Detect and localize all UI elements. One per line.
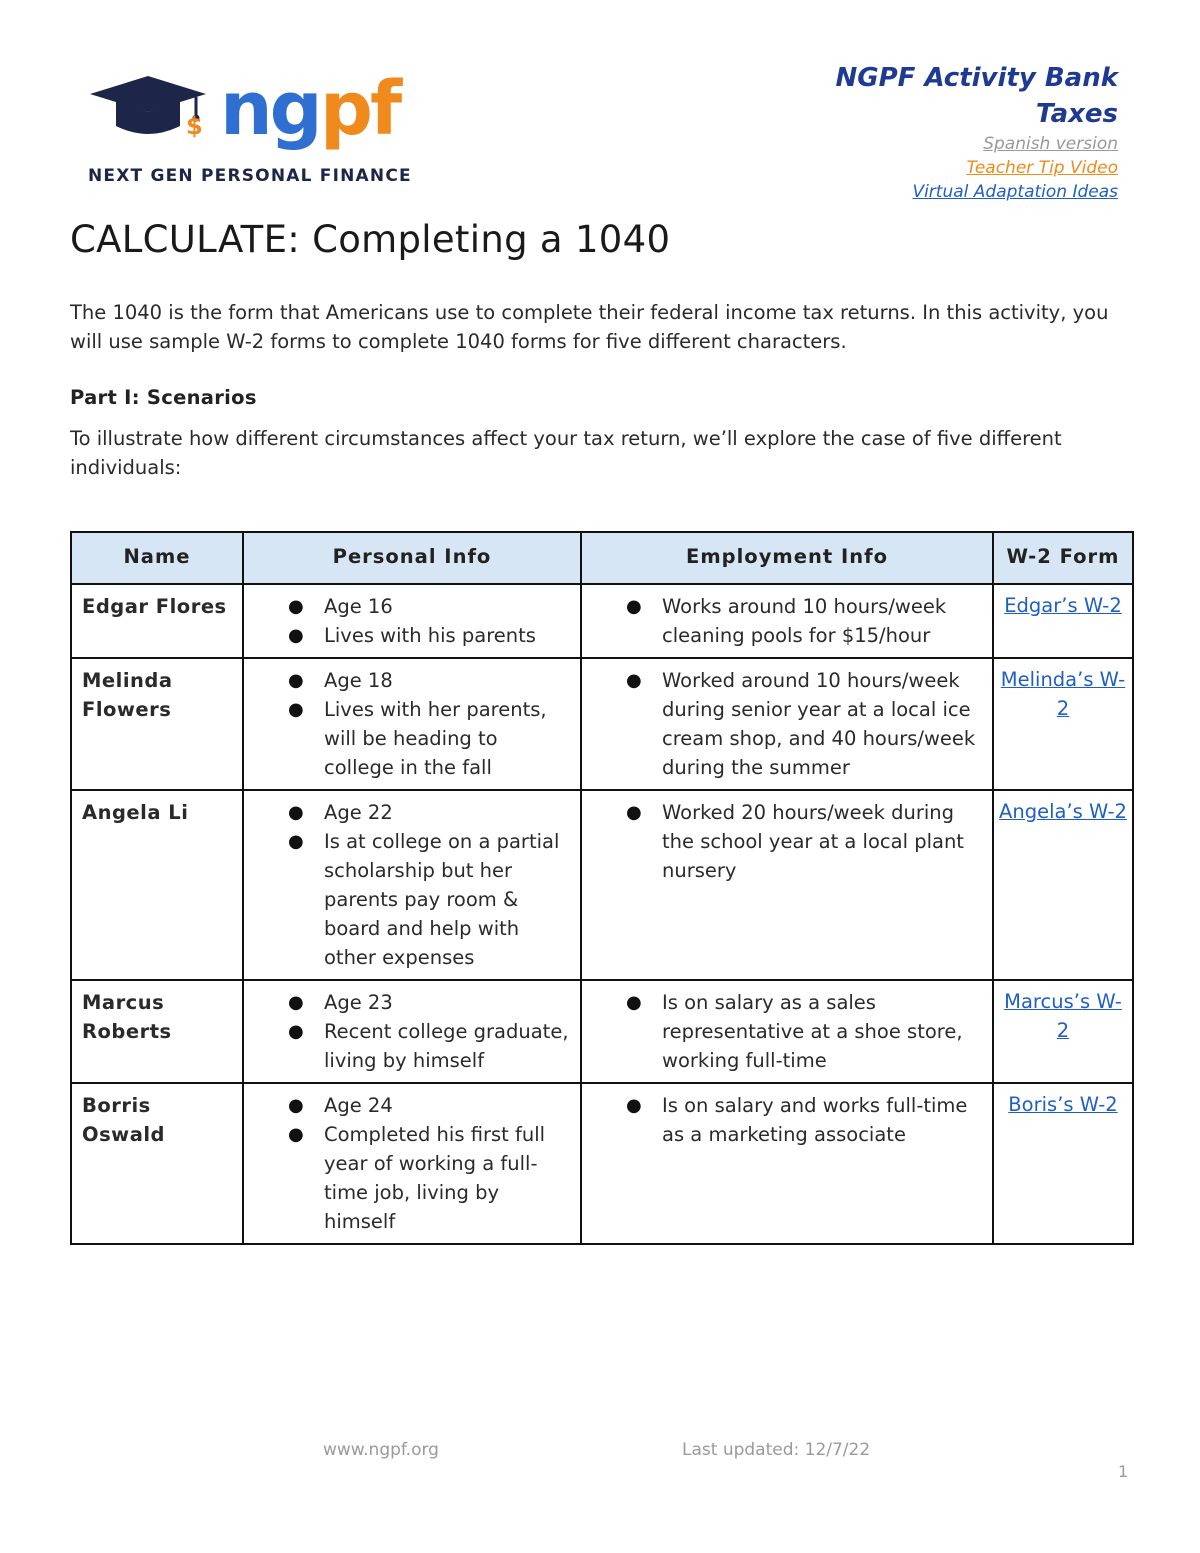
footer-last-updated: Last updated: 12/7/22 <box>682 1440 871 1460</box>
list-item: ● Works around 10 hours/week cleaning pools for $15/hour <box>590 592 984 650</box>
table-row <box>71 584 1133 658</box>
personal-info-cell <box>243 1083 581 1244</box>
employment-info-cell <box>581 1083 993 1244</box>
teacher-tip-video-link[interactable]: Teacher Tip Video <box>966 158 1118 178</box>
graduation-cap-logo-icon <box>88 68 418 158</box>
personal-info-cell <box>243 980 581 1083</box>
list-item: ● Age 18 <box>252 666 572 695</box>
table-row <box>71 980 1133 1083</box>
w2-form-cell <box>993 658 1133 790</box>
employment-info-column-header: Employment Info <box>581 532 993 584</box>
w2-form-link[interactable]: Marcus’s W-2 <box>1004 990 1122 1042</box>
list-item: ● Age 22 <box>252 798 572 827</box>
employment-info-cell <box>581 790 993 980</box>
w2-form-cell <box>993 980 1133 1083</box>
w2-form-link[interactable]: Angela’s W-2 <box>999 800 1127 823</box>
scenarios-table <box>70 531 1134 1245</box>
list-item: ● Age 23 <box>252 988 572 1017</box>
part-heading: Part I: Scenarios <box>70 386 257 409</box>
list-item: ● Is on salary and works full-time as a marketing associate <box>590 1091 984 1149</box>
person-name: Edgar Flores <box>71 584 243 658</box>
personal-info-column-header: Personal Info <box>243 532 581 584</box>
page-number: 1 <box>1118 1462 1129 1481</box>
w2-form-cell <box>993 790 1133 980</box>
footer-website-link[interactable]: www.ngpf.org <box>323 1440 439 1460</box>
person-name: Angela Li <box>71 790 243 980</box>
activity-header <box>836 60 1119 204</box>
table-row <box>71 1083 1133 1244</box>
list-item: ● Lives with his parents <box>252 621 572 650</box>
logo-subtitle: NEXT GEN PERSONAL FINANCE <box>88 166 412 186</box>
list-item: ● Is at college on a partial scholarship but her parents pay room & board and help with other expenses <box>252 827 572 972</box>
w2-form-link[interactable]: Melinda’s W-2 <box>1000 668 1126 720</box>
spanish-version-link[interactable]: Spanish version <box>983 134 1118 154</box>
list-item: ● Is on salary as a sales representative at a shoe store, working full-time <box>590 988 984 1075</box>
svg-text:pf: pf <box>320 68 400 152</box>
person-name: Borris Oswald <box>71 1083 243 1244</box>
list-item: ● Age 24 <box>252 1091 572 1120</box>
personal-info-cell <box>243 584 581 658</box>
w2-form-cell <box>993 1083 1133 1244</box>
part-description: To illustrate how different circumstances affect your tax return, we’ll explore the case of five different individuals: <box>70 427 1062 479</box>
w2-form-cell <box>993 584 1133 658</box>
w2-form-link[interactable]: Edgar’s W-2 <box>1004 594 1122 617</box>
name-column-header: Name <box>71 532 243 584</box>
personal-info-cell <box>243 790 581 980</box>
w2-form-column-header: W-2 Form <box>993 532 1133 584</box>
svg-text:$: $ <box>186 112 203 140</box>
virtual-adaptation-ideas-link[interactable]: Virtual Adaptation Ideas <box>912 182 1118 202</box>
table-row <box>71 790 1133 980</box>
activity-bank-title: NGPF Activity Bank <box>835 63 1118 93</box>
page-title: CALCULATE: Completing a 1040 <box>70 218 671 261</box>
list-item: ● Recent college graduate, living by himself <box>252 1017 572 1075</box>
svg-text:ng: ng <box>220 68 320 152</box>
employment-info-cell <box>581 980 993 1083</box>
list-item: ● Age 16 <box>252 592 572 621</box>
personal-info-cell <box>243 658 581 790</box>
employment-info-cell <box>581 658 993 790</box>
table-row <box>71 658 1133 790</box>
person-name: Melinda Flowers <box>71 658 243 790</box>
employment-info-cell <box>581 584 993 658</box>
list-item: ● Worked around 10 hours/week during senior year at a local ice cream shop, and 40 hours/week during the summer <box>590 666 984 782</box>
activity-topic: Taxes <box>1035 99 1118 129</box>
person-name: Marcus Roberts <box>71 980 243 1083</box>
table-header-row <box>71 532 1133 584</box>
intro-paragraph: The 1040 is the form that Americans use to complete their federal income tax returns. In this activity, you will use sample W-2 forms to complete 1040 forms for five different characters. <box>70 301 1109 353</box>
list-item: ● Worked 20 hours/week during the school year at a local plant nursery <box>590 798 984 885</box>
list-item: ● Completed his first full year of working a full-time job, living by himself <box>252 1120 572 1236</box>
list-item: ● Lives with her parents, will be heading to college in the fall <box>252 695 572 782</box>
ngpf-logo <box>88 68 428 188</box>
w2-form-link[interactable]: Boris’s W-2 <box>1008 1093 1118 1116</box>
